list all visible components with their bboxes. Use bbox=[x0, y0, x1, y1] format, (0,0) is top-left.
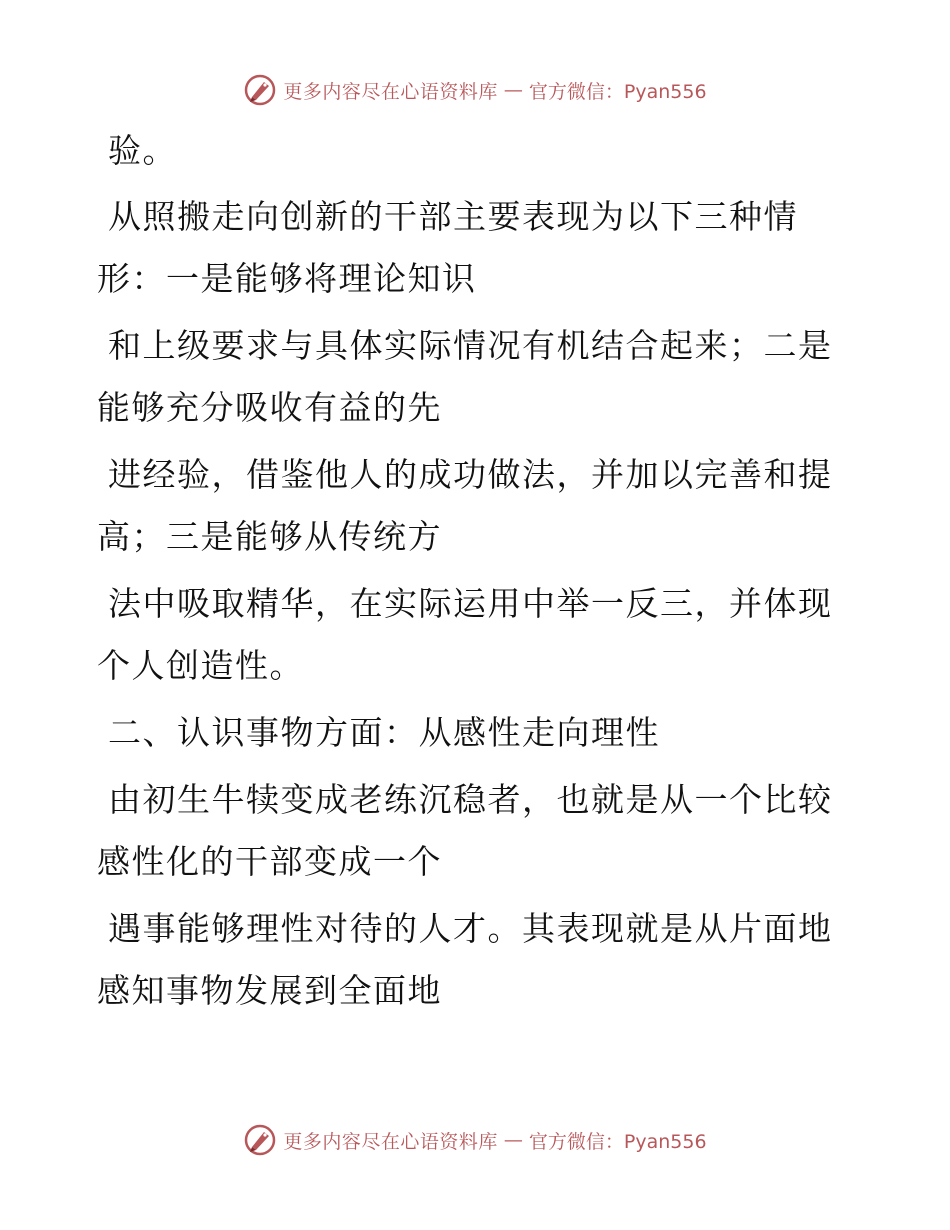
section-heading: 二、认识事物方面：从感性走向理性 bbox=[108, 713, 660, 752]
paragraph: 进经验，借鉴他人的成功做法，并加以完善和提高；三是能够从传统方 bbox=[97, 455, 833, 556]
footer-site-text: 更多内容尽在心语资料库 bbox=[283, 1130, 498, 1153]
paragraph: 和上级要求与具体实际情况有机结合起来；二是能够充分吸收有益的先 bbox=[97, 326, 833, 427]
paragraph: 由初生牛犊变成老练沉稳者，也就是从一个比较感性化的干部变成一个 bbox=[97, 780, 833, 881]
paragraph: 从照搬走向创新的干部主要表现为以下三种情形：一是能够将理论知识 bbox=[97, 197, 798, 298]
pen-nib-logo-icon bbox=[243, 73, 277, 107]
footer-wechat-text: 官方微信：Pyan556 bbox=[528, 1130, 707, 1153]
footer-separator: — bbox=[503, 1129, 523, 1151]
document-body bbox=[97, 120, 837, 1027]
header-wechat-text: 官方微信：Pyan556 bbox=[528, 80, 707, 103]
header-site-text: 更多内容尽在心语资料库 bbox=[283, 80, 498, 103]
footer-watermark-banner bbox=[0, 1120, 950, 1160]
header-separator: — bbox=[503, 79, 523, 101]
header-watermark-banner bbox=[0, 70, 950, 110]
paragraph: 遇事能够理性对待的人才。其表现就是从片面地感知事物发展到全面地 bbox=[97, 909, 833, 1010]
paragraph: 法中吸取精华，在实际运用中举一反三，并体现个人创造性。 bbox=[97, 584, 833, 685]
pen-nib-logo-icon bbox=[243, 1123, 277, 1157]
paragraph: 验。 bbox=[108, 131, 177, 170]
